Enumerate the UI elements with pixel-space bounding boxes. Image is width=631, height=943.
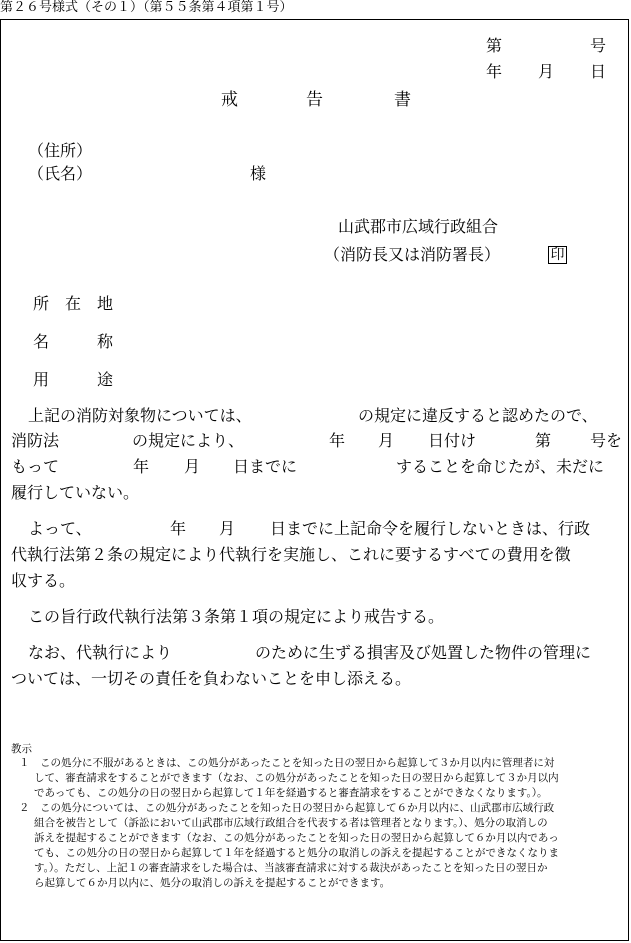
label-char: 所 [33,294,50,313]
text: の規定により、 [132,431,245,450]
note-line: す。）。ただし、上記１の審査請求をした場合は、当該審査請求に対する裁決があったことを知った日の翌日か [34,862,548,874]
date-year: 年 [486,62,503,81]
text: 月 [378,431,395,450]
text: なお、代執行により [28,643,173,662]
form-number-label: 第２６号様式（その１）（第５５条第４項第１号） [0,0,293,15]
label-char: 用 [33,370,50,389]
text: のために生ずる損害及び処置した物件の管理に [255,643,592,662]
seal-mark [548,246,567,264]
text: 代執行法第２条の規定により代執行を実施し、これに要するすべての費用を徴 [11,545,571,564]
note-line: １ この処分に不服があるときは、この処分があったことを知った日の翌日から起算して３か月以内に管理者に対 [19,757,555,769]
label-char: 途 [97,370,114,389]
recipient-name-label: （氏名） [28,164,93,183]
text: 日までに [233,457,298,476]
text: することを命じたが、未だに [396,457,605,476]
text: 上記の消防対象物については、 [28,406,252,425]
note-line: 組合を被告として（訴訟において山武郡市広域行政組合を代表する者は管理者となります。）、処分の取消しの [34,817,548,829]
title-char: 戒 [221,90,238,110]
note-line: ら起算して６か月以内に、処分の取消しの訴えを提起することができます。 [34,877,391,889]
date-day: 日 [590,62,607,81]
label-char: 称 [97,332,114,351]
text: 履行していない。 [11,483,140,502]
text: よって、 [28,519,92,538]
text: 日付け [428,431,477,450]
note-line: ても、この処分の日の翌日から起算して１年を経過すると処分の取消しの訴えを提起することができなくなりま [34,847,559,859]
text: 第 [535,431,552,450]
text: 収する。 [11,571,76,590]
doc-number-suffix: 号 [590,36,607,55]
doc-number-prefix: 第 [486,36,503,55]
note-line: ２ この処分については、この処分があったことを知った日の翌日から起算して６か月以内に、山武郡市広域行政 [19,802,555,814]
title-char: 告 [306,90,323,110]
label-char: 在 [65,294,82,313]
text: 年 [133,457,150,476]
text: の規定に違反すると認めたので、 [358,406,598,425]
note-line: 訴えを提起することができます（なお、この処分があったことを知った日の翌日から起算して６か月以内であっ [34,832,559,844]
notes-heading: 教示 [11,743,32,755]
date-month: 月 [538,62,555,81]
text: 月 [184,457,201,476]
note-line: して、審査請求をすることができます（なお、この処分があったことを知った日の翌日から起算して３か月以内 [34,772,559,784]
issuer-role: （消防長又は消防署長） [324,245,501,264]
text: もって [11,457,60,476]
text: 年 [329,431,346,450]
issuer-organization: 山武郡市広域行政組合 [338,217,499,236]
seal-char: 印 [548,246,567,264]
note-line: であっても、この処分の日の翌日から起算して１年を経過すると審査請求をすることができなくなります。）。 [34,787,548,799]
text: 日までに上記命令を履行しないときは、行政 [270,519,591,538]
paragraph-notice: この旨行政代執行法第３条第１項の規定により戒告する。 [28,607,445,626]
title-char: 書 [394,90,411,110]
text: 消防法 [11,431,60,450]
text: ついては、一切その責任を負わないことを申し添える。 [11,669,412,688]
text: 年 [170,519,187,538]
text: 月 [219,519,236,538]
text: 号を [590,431,623,450]
recipient-honorific: 様 [250,164,267,183]
label-char: 地 [97,294,114,313]
label-char: 名 [33,332,50,351]
recipient-address-label: （住所） [28,141,93,160]
